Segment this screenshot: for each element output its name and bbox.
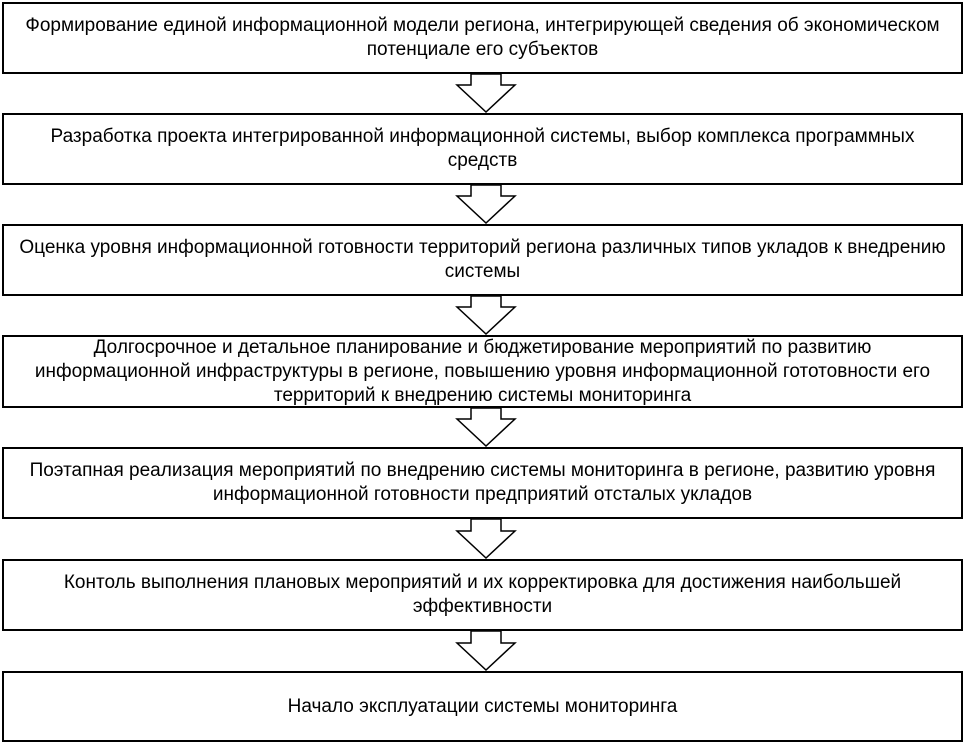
step-7-text: Начало эксплуатации системы мониторинга	[287, 695, 678, 717]
step-3-text: Оценка уровня информационной готовности территорий региона различных типов укладов к внедрению системы	[19, 237, 946, 282]
step-2-box	[2, 113, 963, 185]
step-3-box	[2, 224, 963, 296]
step-4-text: Долгосрочное и детальное планирование и бюджетирование мероприятий по развитию информационной инфраструктуры в регионе, повышению уровня информационной гототовности его территорий к внедрению системы мониторинга	[34, 336, 931, 406]
step-6-box	[2, 559, 963, 631]
step-5-text: Поэтапная реализация мероприятий по внедрению системы мониторинга в регионе, развитию уровня информационной готовности предприятий отсталых укладов	[29, 460, 936, 505]
down-arrow-2	[455, 185, 517, 224]
step-4-box	[2, 335, 963, 408]
step-7-box	[2, 671, 963, 742]
down-arrow-5	[455, 519, 517, 559]
down-arrow-4	[455, 408, 517, 447]
down-arrow-1	[455, 74, 517, 113]
step-2-text: Разработка проекта интегрированной информационной системы, выбор комплекса программных средств	[50, 126, 915, 171]
step-5-box	[2, 447, 963, 519]
step-1-box	[2, 2, 963, 74]
step-6-text: Контоль выполнения плановых мероприятий и их корректировка для достижения наибольшей эффективности	[63, 572, 902, 617]
down-arrow-3	[455, 296, 517, 335]
step-1-text: Формирование единой информационной модели региона, интегрирующей сведения об экономическом потенциале его субъектов	[25, 15, 940, 60]
down-arrow-6	[455, 631, 517, 671]
